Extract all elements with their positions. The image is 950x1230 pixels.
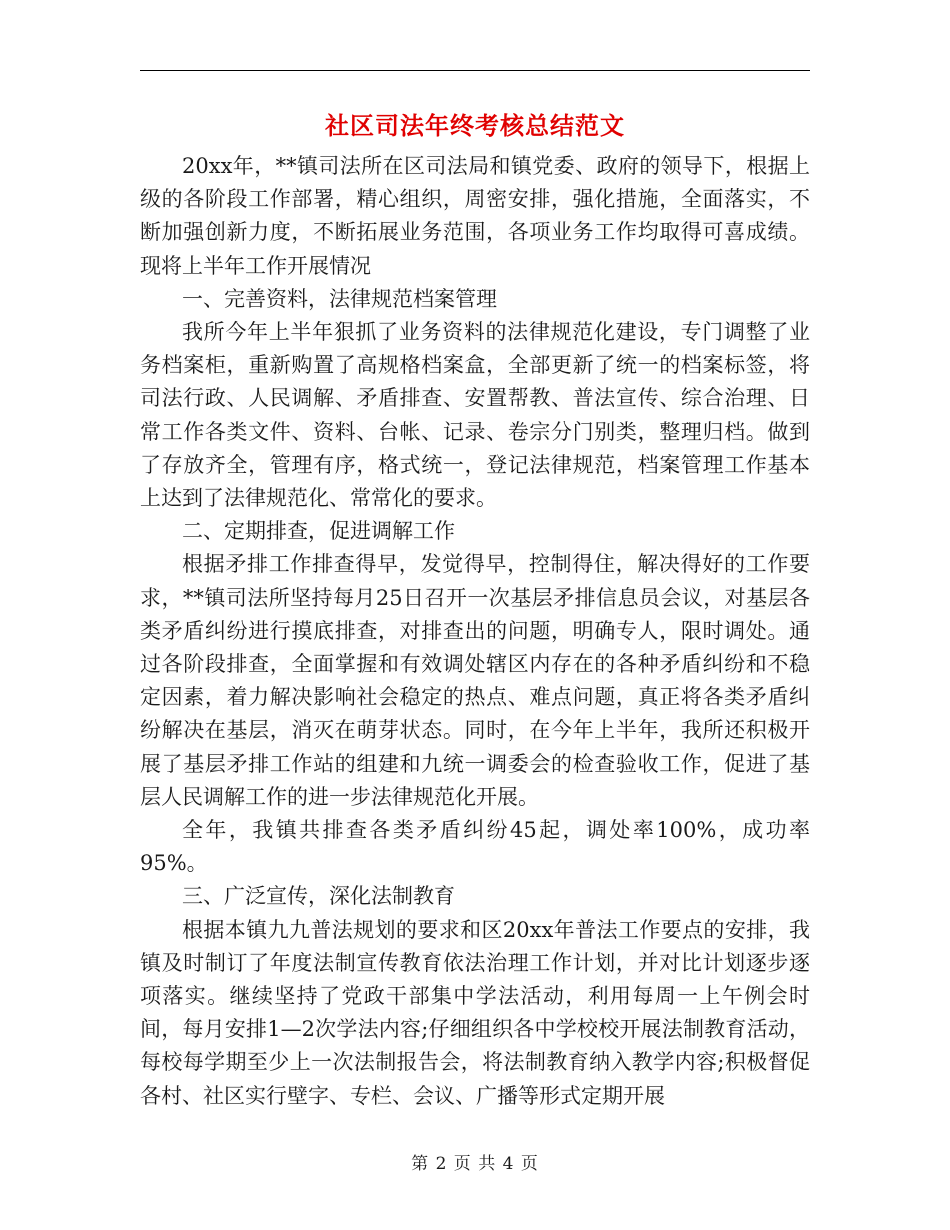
document-body — [140, 150, 810, 1113]
section-heading-2: 二、定期排查，促进调解工作 — [182, 519, 455, 544]
page-number: 第 2 页 共 4 页 — [411, 1154, 539, 1174]
paragraph-statistics: 全年，我镇共排查各类矛盾纠纷45起，调处率100%，成功率95%。 — [140, 818, 810, 876]
paragraph-mediation: 根据矛排工作排查得早，发觉得早，控制得住，解决得好的工作要求，**镇司法所坚持每月25日召开一次基层矛排信息员会议，对基层各类矛盾纠纷进行摸底排查，对排查出的问题，明确专人，限时调处。通过各阶段排查，全面掌握和有效调处辖区内存在的各种矛盾纠纷和不稳定因素，着力解决影响社会稳定的热点、难点问题，真正将各类矛盾纠纷解决在基层，消灭在萌芽状态。同时，在今年上半年，我所还积极开展了基层矛排工作站的组建和九统一调委会的检查验收工作，促进了基层人民调解工作的进一步法律规范化开展。 — [140, 552, 810, 809]
paragraph-archives: 我所今年上半年狠抓了业务资料的法律规范化建设，专门调整了业务档案柜，重新购置了高规格档案盒，全部更新了统一的档案标签，将司法行政、人民调解、矛盾排查、安置帮教、普法宣传、综合治理、日常工作各类文件、资料、台帐、记录、卷宗分门别类，整理归档。做到了存放齐全，管理有序，格式统一，登记法律规范，档案管理工作基本上达到了法律规范化、常常化的要求。 — [140, 320, 810, 511]
document-title: 社区司法年终考核总结范文 — [325, 111, 625, 140]
paragraph-intro: 20xx年，**镇司法所在区司法局和镇党委、政府的领导下，根据上级的各阶段工作部署，精心组织，周密安排，强化措施，全面落实，不断加强创新力度，不断拓展业务范围，各项业务工作均取得可喜成绩。现将上半年工作开展情况 — [140, 154, 810, 278]
header-rule — [140, 70, 810, 71]
paragraph-legal-education: 根据本镇九九普法规划的要求和区20xx年普法工作要点的安排，我镇及时制订了年度法制宣传教育依法治理工作计划，并对比计划逐步逐项落实。继续坚持了党政干部集中学法活动，利用每周一上午例会时间，每月安排1—2次学法内容;仔细组织各中学校校开展法制教育活动，每校每学期至少上一次法制报告会，将法制教育纳入教学内容;积极督促各村、社区实行壁字、专栏、会议、广播等形式定期开展 — [140, 917, 810, 1108]
section-heading-1: 一、完善资料，法律规范档案管理 — [182, 286, 497, 311]
section-heading-3: 三、广泛宣传，深化法制教育 — [182, 884, 455, 909]
